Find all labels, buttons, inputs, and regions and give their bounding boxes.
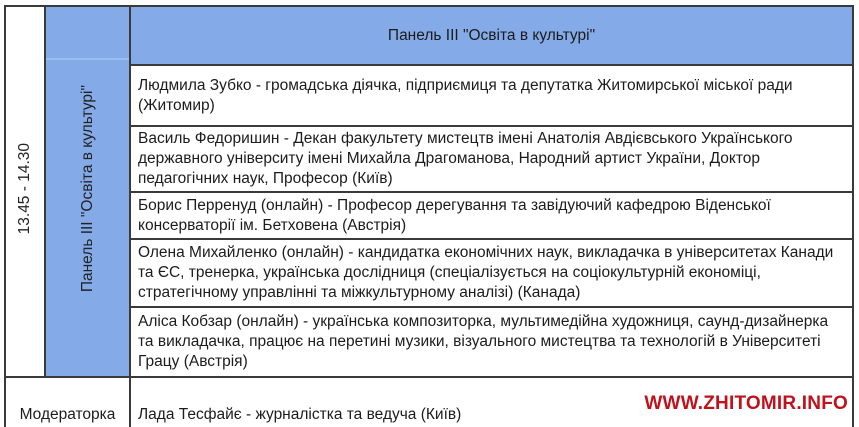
speaker-row [5, 239, 853, 307]
panel-header-cell [130, 6, 853, 65]
speaker-cell: Василь Федоришин - Декан факультету мистецтв імені Анатолія Авдієвського Українського державного університу імені Михайла Драгоманова, Народний артист України, Доктор педагогічних наук, Професор (Київ) [130, 126, 853, 192]
program-table [4, 5, 854, 427]
speaker-row [5, 65, 853, 126]
watermark: WWW.ZHITOMIR.INFO [644, 393, 848, 414]
panel-header-title: Панель ІІІ "Освіта в культурі" [387, 26, 596, 44]
speaker-row [5, 192, 853, 239]
time-label: 13.45 - 14.30 [16, 142, 33, 235]
speaker-row [5, 126, 853, 192]
panel-vertical-cell [45, 6, 130, 377]
speaker-cell: Людмила Зубко - громадська діячка, підприємиця та депутатка Житомирської міської ради (Житомир) [130, 65, 853, 126]
speaker-cell: Олена Михайленко (онлайн) - кандидатка економічних наук, викладачка в університетах Канади та ЄС, тренерка, українська дослідниця (спеціалізується на соціокультурній економіці, стратегічному управлінні та міжкультурному аналізі) (Канада) [130, 239, 853, 307]
time-cell [5, 6, 45, 377]
speaker-cell: Аліса Кобзар (онлайн) - українська композиторка, мультимедійна художниця, саунд-дизайнерка та викладачка, працює на перетині музики, візуального мистецтва та технологій в Університеті Грацу (Австрія) [130, 307, 853, 377]
moderator-text-cell: Лада Тесфайє - журналістка та ведуча (Київ) [130, 377, 853, 427]
panel-vertical-label: Панель ІІІ "Освіта в культурі" [78, 84, 96, 293]
speaker-row [5, 307, 853, 377]
moderator-label-cell: Модераторка [5, 377, 130, 427]
panel-header-row [5, 6, 853, 65]
speaker-cell: Борис Перренуд (онлайн) - Професор дерегування та завідуючий кафедрою Віденської консерваторії ім. Бетховена (Австрія) [130, 192, 853, 239]
